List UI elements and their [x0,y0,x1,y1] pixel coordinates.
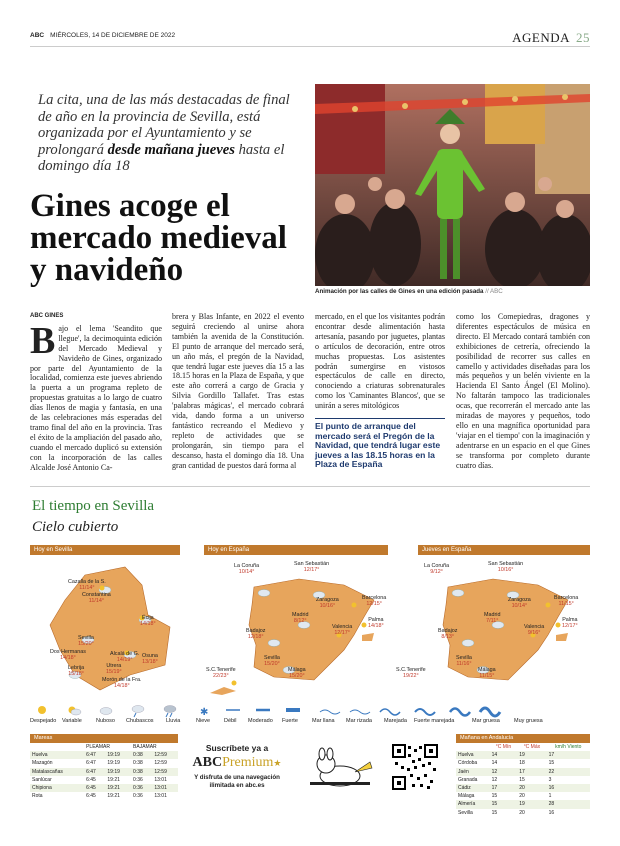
label-utrera: Utrera 15/19° [106,663,122,675]
table-row: Rota 6:45 19:21 0:36 13:01 [32,793,167,800]
label-sevilla: Sevilla 15/20° [78,635,94,647]
legend-mar-llana: Mar llana [312,718,335,724]
label-ecija: Écija 14/18° [140,615,156,627]
legend-fuerte: Fuerte [282,718,298,724]
column-3: mercado, en el que los visitantes podrán encontrar desde alimentación hasta artesanía, pasando por juguetes, plantas o artículos de decoración, entre otros muchas propuestas. Los asistentes podrán sumergirse en vistosos espectáculos de calle en directo, conociendo a criaturas sobrenaturales como los 'Caminantes Blancos', que se unirán a seres mitológicos [315,312,445,411]
table-row: Cádiz 17 20 16 [456,784,590,792]
label-la-coruna: La Coruña 10/14° [234,563,260,575]
label-malaga: Málaga 11/15° [478,667,496,679]
label-barcelona: Barcelona 12/15° [362,595,387,607]
legend-despejado: Despejado [30,718,57,724]
label-dos-hermanas: Dos Hermanas 14/18° [50,649,86,661]
table-row: Huelva 6:47 19:19 0:38 12:59 [30,751,178,759]
svg-text:✱: ✱ [200,707,209,718]
andalucia-table: Mañana en Andalucía °C Mín °C Máx km/h Viento Huelva 14 19 17 Córdoba 14 18 15 Jaén 12 17 22 Granada 12 15 3 Cádiz 17 20 16 Málaga 15 20 1 Almería 15 19 28 Sevilla 15 20 16 [456,734,590,817]
weather-legend [30,704,590,728]
label-lebrija: Lebrija 15/18° [68,665,85,677]
weather-rule [30,486,590,487]
label-san-sebastian: San Sebastián 10/16° [488,561,524,573]
intro [38,92,303,175]
cartoon-illustration [300,742,382,794]
intro-bold: desde mañana jueves [107,141,235,158]
map-sevilla [30,545,180,695]
tides-table: Mareas PLEAMAR BAJAMAR Huelva 6:47 19:19 0:38 12:59 Mazagón 6:47 19:19 0:38 12:59 Matalascañas 6:47 19:19 0:38 12:59 Sanlúcar 6:45 19:21 0:36 13:01 Chipiona 6:45 19:21 0:36 13:01 Rota 6:45 19:21 0:36 13:01 [30,734,178,800]
table-row: Granada 12 15 3 [458,776,552,783]
label-la-coruna: La Coruña 9/12° [424,563,450,575]
label-badajoz: Badajoz 12/18° [246,628,266,640]
map-spain-today [204,545,388,695]
page-header [30,30,590,44]
label-zaragoza: Zaragoza 10/16° [316,597,339,609]
label-sevilla: Sevilla 15/20° [264,655,280,667]
label-malaga: Málaga 15/20° [288,667,306,679]
label-zaragoza: Zaragoza 10/14° [508,597,531,609]
column-1-text: ajo el lema 'Seandito que llegue', la decimoquinta edición del Mercado Medieval y Navideño de Gines, organizado por parte del Ayuntamiento de la localidad, comienza este jueves abriendo la puerta a un programa repleto de propuestas gratuitas a lo largo de cuatro días llenos de magia y fantasía, en una de las celebraciones más esperadas del tramo final del año en la provincia. Tras el éxito de la ampliación del pasado año, cuando el mercado duplicó su extensión con la incorporación de las calles Alcalde José Antonio Ca- [30,323,162,472]
legend-fuerte-marejada: Fuerte marejada [414,718,455,724]
map-spain-thursday [396,545,590,695]
label-tenerife: S.C.Tenerife 22/23° [206,667,236,679]
label-barcelona: Barcelona 11/15° [554,595,579,607]
table-row: Huelva 14 19 17 [456,751,590,759]
label-tenerife: S.C.Tenerife 19/22° [396,667,426,679]
column-4: como los Comepiedras, dragones y diferentes espectáculos de música en directo. El Mercado contará también con exhibiciones de cetrería, ofreciendo la posibilidad de recorrer sus calles en camello y actividades diseñadas para los más pequeños y un belén viviente en la Hacienda El Santo Ángel (El Molino). No faltarán tampoco las tradicionales ocas, que recorrerán el mercado ante las miradas de mayores y pequeños, todo ello en una magnífica oportunidad para 'viajar en el tiempo' con la imaginación y adentrarse en un espacio en el que Gines se transforma por completo durante cuatro días. [456,312,590,470]
photo-caption [315,288,595,295]
label-palma: Palma 12/17° [562,617,578,629]
map-title: Hoy en Sevilla [30,545,180,555]
legend-mar-gruesa: Mar gruesa [472,718,500,724]
label-osuna: Osuna 13/18° [142,653,158,665]
label-valencia: Valencia 12/17° [332,624,353,636]
legend-moderado: Moderado [248,718,273,724]
legend-marejada: Marejada [384,718,407,724]
andalucia-title: Mañana en Andalucía [456,734,590,743]
legend-nieve: Nieve [196,718,211,724]
table-row: Sevilla 15 20 16 [458,809,555,816]
table-row: Mazagón 6:47 19:19 0:38 12:59 [32,760,167,767]
qr-code[interactable] [392,744,438,790]
map-title: Hoy en España [204,545,388,555]
map-title: Jueves en España [418,545,590,555]
star-icon: ★ [273,758,282,768]
premium-promo[interactable] [182,743,292,790]
caption-text: Animación por las calles de Gines en una edición pasada [315,288,484,295]
table-row: Chipiona 6:45 19:21 0:36 13:01 [30,784,178,792]
label-madrid: Madrid 7/11° [484,612,501,624]
promo-line1: Suscríbete ya a [205,743,269,753]
table-row: Matalascañas 6:47 19:19 0:38 12:59 [30,768,178,776]
label-badajoz: Badajoz 8/13° [438,628,458,640]
sun-icon [38,706,46,714]
label-cazalla: Cazalla de la S. 11/14° [68,579,106,591]
legend-chubascos: Chubascos [126,718,154,724]
label-alcala: Alcalá de G. 14/19° [110,651,140,663]
headline: Gines acoge el mercado medieval y navideño [30,188,287,288]
label-san-sebastian: San Sebastián 12/17° [294,561,330,573]
legend-mar-rizada: Mar rizada [346,718,372,724]
table-row: Málaga 15 20 1 [458,793,552,800]
weather-title: El tiempo en Sevilla [32,498,155,514]
column-2: brera y Blas Infante, en 2022 el evento seguirá creciendo al unirse ahora también la avenida de la Constitución. El punto de arranque del mercado será, un año más, el pregón de la Navidad, que tendrá lugar este jueves día 15 a las 18.15 horas en la Plaza de España, y que este año correrá a cargo de Gracia y Silvia Gordillo Tallafet. Tras estas 'palabras mágicas', el mercado cobrará vida, dando forma a un universo fantástico recreando el Medievo y repleto de actividades que se prolongarán, sin tiempo para el descanso, hasta el domingo día 18. Una gran cantidad de puestos dará forma al [172,312,304,470]
intro-end: hasta el domingo día 18 [38,141,285,174]
table-row: Jaén 12 17 22 [456,768,590,776]
label-constantina: Constantina 11/14° [82,592,111,604]
pull-quote: El punto de arranque del mercado será el Pregón de la Navidad, que tendrá lugar este jueves a las 18.15 horas en la Plaza de España [315,418,445,470]
header-rule [30,46,590,47]
caption-credit: // ABC [485,288,503,295]
page-number: 25 [576,30,590,45]
legend-variable: Variable [62,718,82,724]
header-left [30,32,175,39]
weather-subtitle: Cielo cubierto [32,519,119,535]
brand: ABC [30,32,45,39]
label-palma: Palma 14/18° [368,617,384,629]
table-row: Sanlúcar 6:45 19:21 0:36 13:01 [32,776,167,783]
table-row: Córdoba 14 18 15 [458,760,555,767]
legend-debil: Débil [224,718,237,724]
label-madrid: Madrid 8/12° [292,612,309,624]
date: MIÉRCOLES, 14 DE DICIEMBRE DE 2022 [50,32,176,39]
promo-line2: Y disfruta de una navegación ilimitada en abc.es [194,774,280,789]
table-row: Almería 15 19 28 [456,800,590,808]
promo-brand: ABCPremium★ [192,755,282,770]
legend-nuboso: Nuboso [96,718,115,724]
legend-lluvia: Lluvia [166,718,181,724]
legend-muy-gruesa: Muy gruesa [514,718,543,724]
tides-title: Mareas [30,734,178,743]
label-valencia: Valencia 9/16° [524,624,545,636]
label-sevilla: Sevilla 11/16° [456,655,472,667]
label-moron: Morón de la Fra. 14/18° [102,677,142,689]
section-label [512,30,590,46]
column-1 [30,312,162,473]
intro-text: La cita, una de las más destacadas de final de año en la provincia de Sevilla, está organizada por el Ayuntamiento y se prolongará [38,92,290,158]
byline: ABC GINES [30,313,64,319]
section-name: AGENDA [512,30,570,45]
article-photo [315,84,590,286]
dropcap: B [30,319,56,362]
